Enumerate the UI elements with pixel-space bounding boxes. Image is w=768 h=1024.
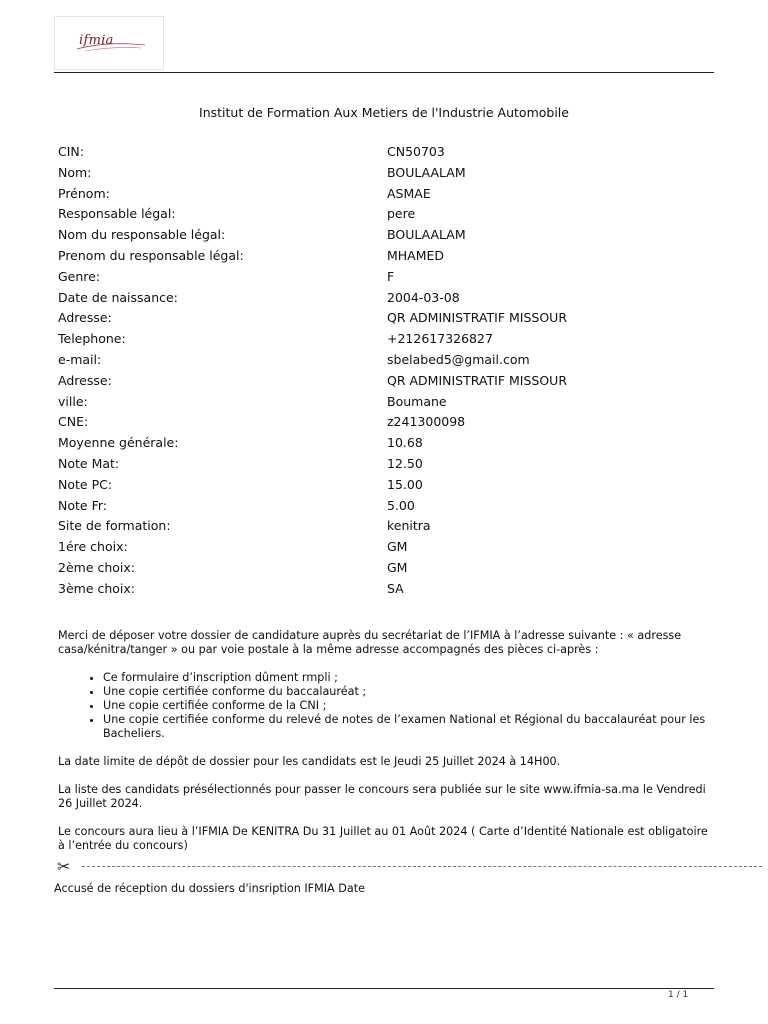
field-label: Adresse: [58, 372, 112, 388]
field-label: Prénom: [58, 185, 110, 201]
field-value: GM [387, 559, 408, 575]
field-value: 2004-03-08 [387, 289, 460, 305]
field-label: Date de naissance: [58, 289, 178, 305]
field-row [58, 497, 718, 518]
field-label: Responsable légal: [58, 206, 176, 222]
field-row [58, 268, 718, 289]
field-row [58, 517, 718, 538]
notice-section [58, 629, 718, 853]
logo-box [54, 16, 164, 70]
field-label: Genre: [58, 268, 101, 284]
field-label: Note Mat: [58, 455, 120, 471]
field-label: Adresse: [58, 310, 112, 326]
field-value: 15.00 [387, 476, 423, 492]
field-row [58, 538, 718, 559]
field-label: 2ème choix: [58, 559, 136, 575]
document-list-item: • Ce formulaire d’inscription dûment rmpli ; [103, 671, 718, 685]
field-value: kenitra [387, 518, 431, 534]
exam-text: Le concours aura lieu à l’IFMIA De KENITRA Du 31 Juillet au 01 Août 2024 ( Carte d’Identité Nationale est obligatoire à l’entrée du concours) [58, 825, 708, 852]
field-row [58, 309, 718, 330]
field-label: Note PC: [58, 476, 113, 492]
field-value: 5.00 [387, 497, 415, 513]
field-value: F [387, 268, 395, 284]
field-label: 3ème choix: [58, 580, 136, 596]
field-row [58, 289, 718, 310]
field-label: 1ére choix: [58, 539, 128, 555]
field-value: MHAMED [387, 247, 445, 263]
logo-text: ifmia [79, 33, 114, 48]
receipt-acknowledgement: Accusé de réception du dossiers d'insription IFMIA Date [54, 882, 365, 895]
field-label: CIN: [58, 144, 84, 159]
field-label: Moyenne générale: [58, 435, 179, 451]
deadline-text: La date limite de dépôt de dossier pour les candidats est le Jeudi 25 Juillet 2024 à 14H00. [58, 755, 561, 768]
field-label: Nom du responsable légal: [58, 227, 226, 243]
field-row [58, 413, 718, 434]
field-label: Note Fr: [58, 497, 107, 513]
field-row [58, 247, 718, 268]
field-row [58, 580, 718, 601]
field-label: ville: [58, 393, 88, 409]
institute-title: Institut de Formation Aux Metiers de l'Industrie Automobile [199, 105, 569, 120]
field-row [58, 205, 718, 226]
field-value: pere [387, 206, 416, 222]
field-label: Prenom du responsable légal: [58, 247, 244, 263]
notice-intro: Merci de déposer votre dossier de candidature auprès du secrétariat de l’IFMIA à l’adresse suivante : « adresse casa/kénitra/tanger » ou par voie postale à la même adresse accompagnés des pièces ci-après : [58, 629, 682, 656]
field-row [58, 372, 718, 393]
field-row [58, 164, 718, 185]
field-row [58, 476, 718, 497]
field-row [58, 455, 718, 476]
cut-line [82, 866, 762, 867]
field-value: 12.50 [387, 455, 423, 471]
required-documents-list [58, 671, 718, 741]
field-value: BOULAALAM [387, 227, 466, 243]
field-row [58, 434, 718, 455]
field-label: Site de formation: [58, 518, 171, 534]
field-label: CNE: [58, 414, 89, 430]
field-value: GM [387, 539, 408, 555]
document-list-item: • Une copie certifiée conforme de la CNI ; [103, 699, 718, 713]
field-row [58, 351, 718, 372]
field-label: Telephone: [58, 331, 126, 347]
page-number: 1 / 1 [668, 990, 689, 1000]
field-label: Nom: [58, 164, 92, 180]
field-value: +212617326827 [387, 331, 493, 347]
field-value: sbelabed5@gmail.com [387, 351, 530, 367]
field-label: e-mail: [58, 351, 102, 367]
field-row [58, 330, 718, 351]
field-value: SA [387, 580, 404, 596]
bottom-rule [54, 988, 714, 989]
field-value: CN50703 [387, 144, 445, 159]
field-row [58, 559, 718, 580]
list-publication-text: La liste des candidats présélectionnés pour passer le concours sera publiée sur le site www.ifmia-sa.ma le Vendredi 26 Juillet 2024. [58, 783, 706, 810]
field-row [58, 393, 718, 414]
candidate-fields [58, 143, 718, 601]
document-list-item: • Une copie certifiée conforme du relevé de notes de l’examen National et Régional du baccalauréat pour les Bacheliers. [103, 713, 718, 741]
field-row [58, 143, 718, 164]
top-rule [54, 72, 714, 73]
field-value: QR ADMINISTRATIF MISSOUR [387, 372, 568, 388]
field-value: z241300098 [387, 414, 466, 430]
field-value: QR ADMINISTRATIF MISSOUR [387, 310, 568, 326]
field-row [58, 226, 718, 247]
field-value: 10.68 [387, 435, 423, 451]
field-row [58, 185, 718, 206]
field-value: BOULAALAM [387, 164, 466, 180]
field-value: ASMAE [387, 185, 431, 201]
field-value: Boumane [387, 393, 447, 409]
scissors-icon: ✂ [57, 857, 71, 876]
document-list-item: • Une copie certifiée conforme du baccalauréat ; [103, 685, 718, 699]
